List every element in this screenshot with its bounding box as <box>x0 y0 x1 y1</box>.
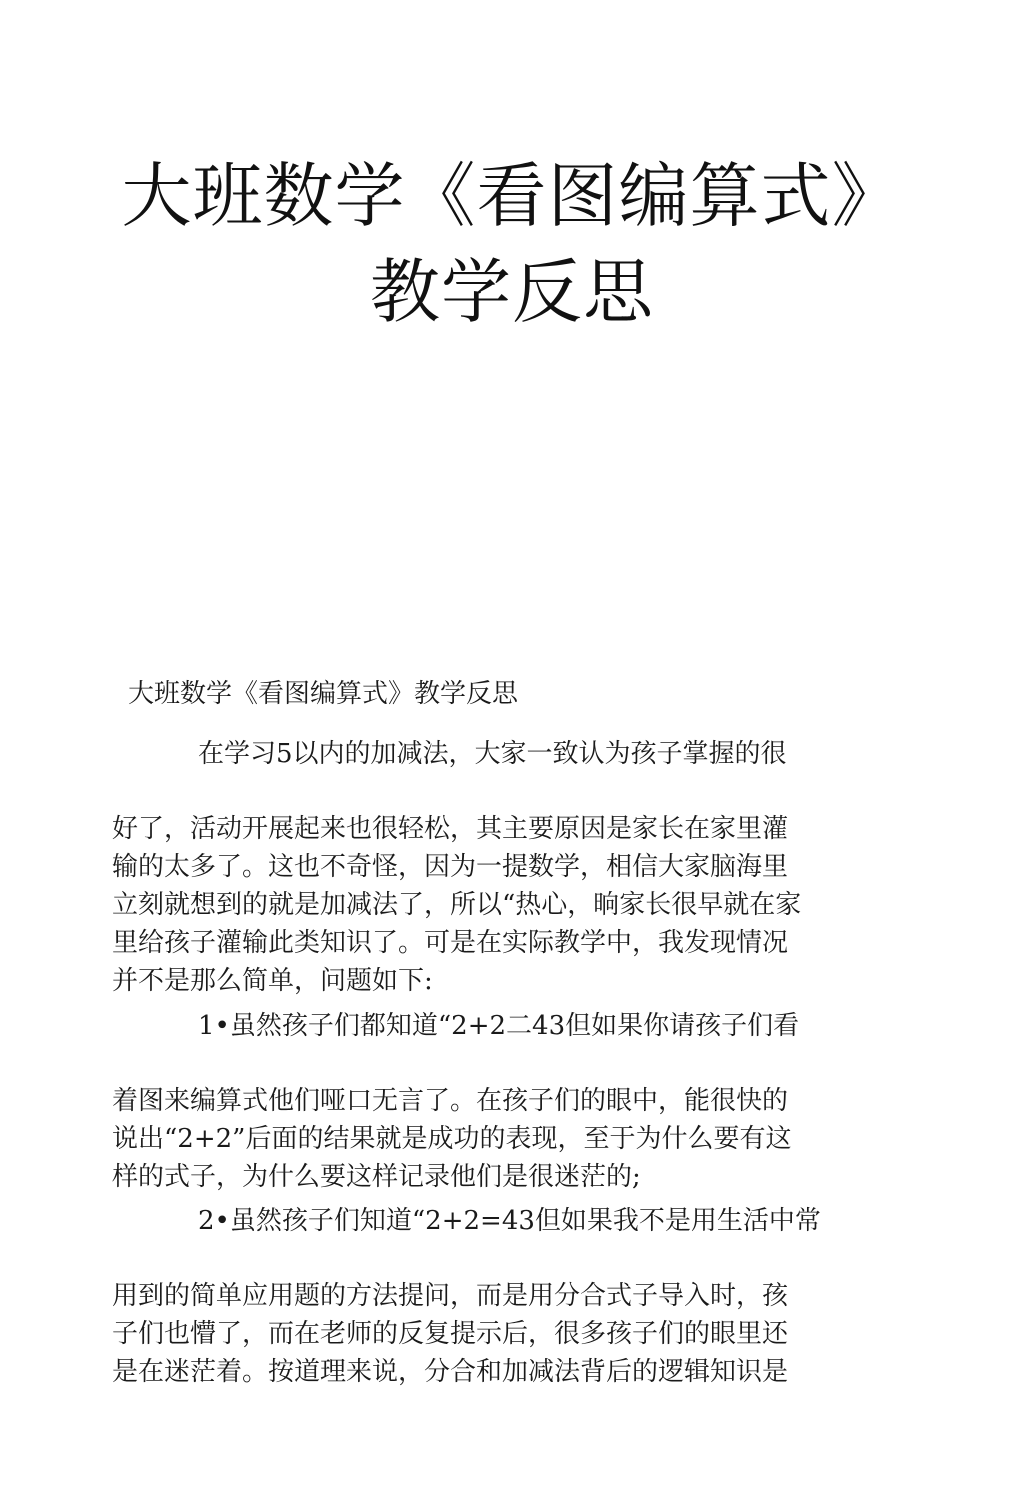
title-line-1: 大班数学《看图编算式》 <box>121 155 903 237</box>
paragraph-2 <box>112 1008 872 1196</box>
paragraph-line: 说出“2+2”后面的结果就是成功的表现，至于为什么要有这 <box>112 1124 792 1154</box>
paragraph-line: 着图来编算式他们哑口无言了。在孩子们的眼中，能很快的 <box>112 1086 789 1116</box>
paragraph-body <box>112 1082 872 1196</box>
paragraph-first-line: 在学习5以内的加减法，大家一致认为孩子掌握的很 <box>198 739 787 769</box>
paragraph-line: 是在迷茫着。按道理来说，分合和加减法背后的逻辑知识是 <box>112 1357 789 1387</box>
paragraph-first-line: 2•虽然孩子们知道“2+2=43但如果我不是用生活中常 <box>198 1206 821 1236</box>
paragraph-1 <box>112 736 872 1000</box>
paragraph-line: 样的式子，为什么要这样记录他们是很迷茫的; <box>112 1162 641 1192</box>
paragraph-body <box>112 1277 872 1391</box>
document-title <box>0 148 1024 340</box>
paragraph-line: 好了，活动开展起来也很轻松，其主要原因是家长在家里灌 <box>112 814 789 844</box>
subtitle: 大班数学《看图编算式》教学反思 <box>128 679 519 709</box>
title-line-2: 教学反思 <box>370 251 654 333</box>
paragraph-line: 立刻就想到的就是加减法了，所以“热心，晌家长很早就在家 <box>112 890 802 920</box>
paragraph-first-line: 1•虽然孩子们都知道“2+2二43但如果你请孩子们看 <box>198 1011 800 1041</box>
paragraph-line: 输的太多了。这也不奇怪，因为一提数学，相信大家脑海里 <box>112 852 789 882</box>
paragraph-line: 子们也懵了，而在老师的反复提示后，很多孩子们的眼里还 <box>112 1319 789 1349</box>
paragraph-3 <box>112 1203 872 1391</box>
paragraph-line: 用到的简单应用题的方法提问，而是用分合式子导入时，孩 <box>112 1281 789 1311</box>
paragraph-line: 并不是那么简单，问题如下: <box>112 966 433 996</box>
paragraph-line: 里给孩子灌输此类知识了。可是在实际教学中，我发现情况 <box>112 928 789 958</box>
paragraph-body <box>112 810 872 1000</box>
